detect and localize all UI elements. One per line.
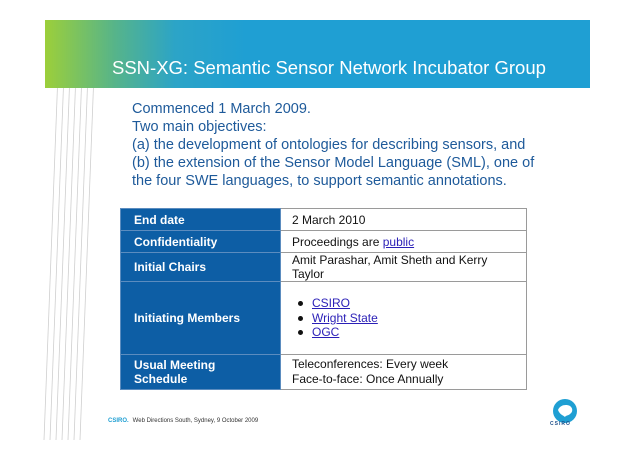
- intro-line: (b) the extension of the Sensor Model Language (SML), one of: [132, 155, 535, 171]
- row-value: [281, 282, 527, 355]
- member-link-wright-state[interactable]: Wright State: [312, 310, 378, 325]
- row-key: Initiating Members: [121, 282, 281, 355]
- intro-line: the four SWE languages, to support semantic annotations.: [132, 173, 507, 189]
- row-key: End date: [121, 209, 281, 231]
- footer: [108, 418, 258, 424]
- row-key: Initial Chairs: [121, 253, 281, 282]
- list-item: [312, 311, 516, 326]
- footer-text: Web Directions South, Sydney, 9 October 2009: [132, 418, 259, 424]
- row-value: 2 March 2010: [281, 209, 527, 231]
- row-key: Usual Meeting Schedule: [121, 355, 281, 390]
- list-item: [312, 325, 516, 340]
- intro-line: (a) the development of ontologies for describing sensors, and: [132, 137, 526, 153]
- logo-text: CSIRO: [550, 421, 571, 427]
- slide-title: SSN-XG: Semantic Sensor Network Incubator Group: [112, 57, 546, 78]
- members-list: [292, 296, 516, 340]
- member-link-csiro[interactable]: CSIRO: [312, 296, 351, 311]
- value-line: Teleconferences: Every week: [292, 357, 449, 371]
- table-row: [121, 282, 527, 355]
- intro-line: Commenced 1 March 2009.: [132, 101, 311, 117]
- table-row: [121, 253, 527, 282]
- row-value: [281, 355, 527, 390]
- row-value: [281, 231, 527, 253]
- intro-text: [132, 100, 602, 190]
- value-line: Face-to-face: Once Annually: [292, 372, 444, 386]
- table-row: [121, 355, 527, 390]
- table-row: [121, 231, 527, 253]
- member-link-ogc[interactable]: OGC: [312, 325, 340, 340]
- row-key: Confidentiality: [121, 231, 281, 253]
- row-value: Amit Parashar, Amit Sheth and Kerry Taylor: [281, 253, 527, 282]
- list-item: [312, 296, 516, 311]
- footer-brand: CSIRO.: [108, 418, 129, 424]
- public-link[interactable]: public: [382, 234, 415, 249]
- info-table: [120, 208, 527, 390]
- value-prefix: Proceedings are: [292, 234, 383, 249]
- intro-line: Two main objectives:: [132, 119, 267, 135]
- table-row: [121, 209, 527, 231]
